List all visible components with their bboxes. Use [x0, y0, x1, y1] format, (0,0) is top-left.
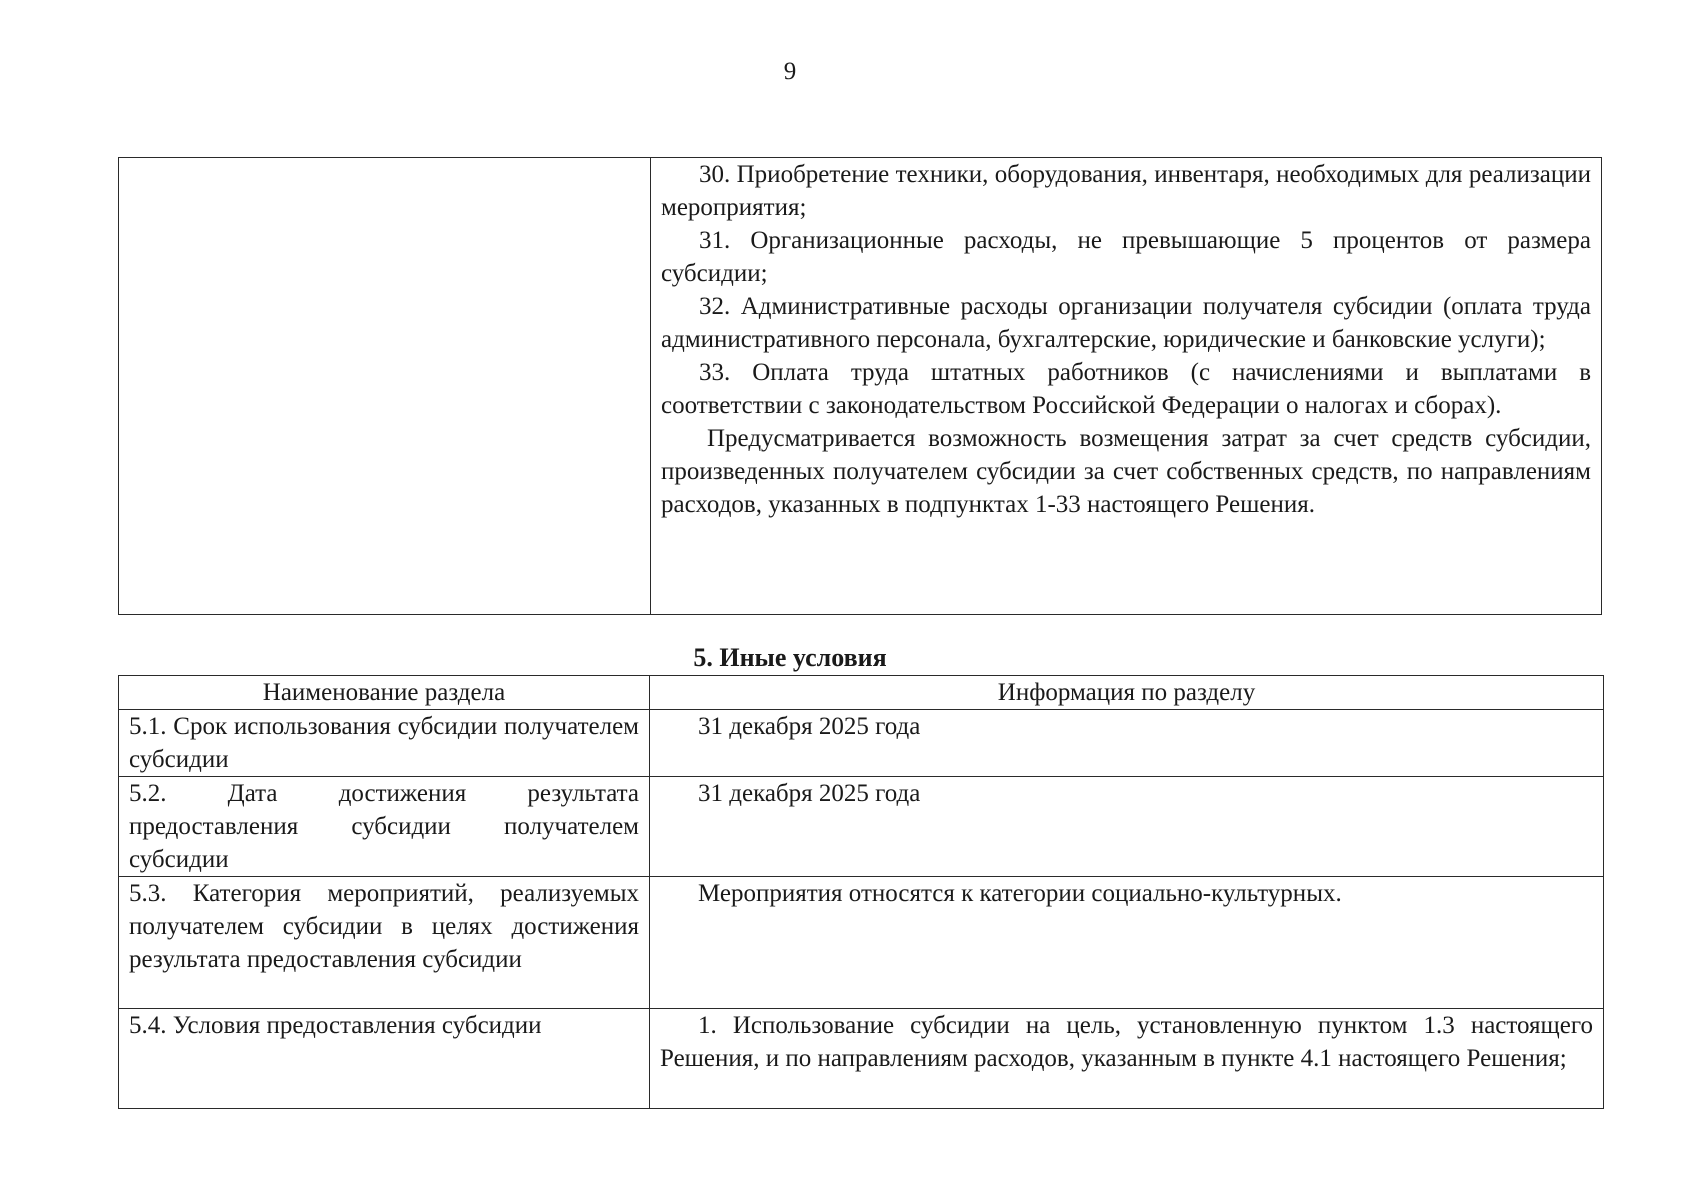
table-row	[119, 1009, 1604, 1109]
table-row	[119, 777, 1604, 877]
row-info-cell	[650, 1009, 1604, 1109]
expense-item-31: 31. Организационные расходы, не превышающие 5 процентов от размера субсидии;	[661, 227, 1591, 287]
row-info-cell	[650, 777, 1604, 877]
page-number: 9	[783, 58, 797, 85]
row-info-text: 31 декабря 2025 года	[698, 780, 921, 807]
row-name-text: 5.3. Категория мероприятий, реализуемых получателем субсидии в целях достижения результата предоставления субсидии	[129, 880, 639, 973]
row-info-text: 1. Использование субсидии на цель, установленную пунктом 1.3 настоящего Решения, и по направлениям расходов, указанным в пункте 4.1 настоящего Решения;	[660, 1012, 1593, 1072]
section-title: 5. Иные условия	[693, 643, 887, 672]
row-name-cell	[119, 710, 650, 777]
table-header-row	[119, 676, 1604, 710]
expense-item-32: 32. Административные расходы организации получателя субсидии (оплата труда административного персонала, бухгалтерские, юридические и банковские услуги);	[661, 293, 1591, 353]
row-name-text: 5.2. Дата достижения результата предоставления субсидии получателем субсидии	[129, 780, 639, 873]
table-row	[119, 710, 1604, 777]
table-row	[119, 158, 1602, 615]
expense-item-30: 30. Приобретение техники, оборудования, инвентаря, необходимых для реализации мероприятия;	[661, 161, 1591, 221]
header-section-info: Информация по разделу	[650, 676, 1604, 710]
row-name-text: 5.4. Условия предоставления субсидии	[129, 1012, 542, 1039]
row-name-text: 5.1. Срок использования субсидии получателем субсидии	[129, 713, 639, 773]
expense-item-33: 33. Оплата труда штатных работников (с начислениями и выплатами в соответствии с законодательством Российской Федерации о налогах и сборах).	[661, 359, 1591, 419]
empty-name-cell	[119, 158, 651, 615]
expense-list-cell	[651, 158, 1602, 615]
row-info-cell	[650, 877, 1604, 1009]
continuation-table	[118, 157, 1602, 615]
row-name-cell	[119, 1009, 650, 1109]
row-info-text: Мероприятия относятся к категории социально-культурных.	[698, 880, 1342, 907]
row-name-cell	[119, 777, 650, 877]
other-conditions-table	[118, 675, 1604, 1109]
header-section-name: Наименование раздела	[119, 676, 650, 710]
row-name-cell	[119, 877, 650, 1009]
reimbursement-paragraph: Предусматривается возможность возмещения затрат за счет средств субсидии, произведенных получателем субсидии за счет собственных средств, по направлениям расходов, указанных в подпунктах 1-33 настоящего Решения.	[661, 425, 1591, 518]
table-row	[119, 877, 1604, 1009]
row-info-cell	[650, 710, 1604, 777]
row-info-text: 31 декабря 2025 года	[698, 713, 921, 740]
